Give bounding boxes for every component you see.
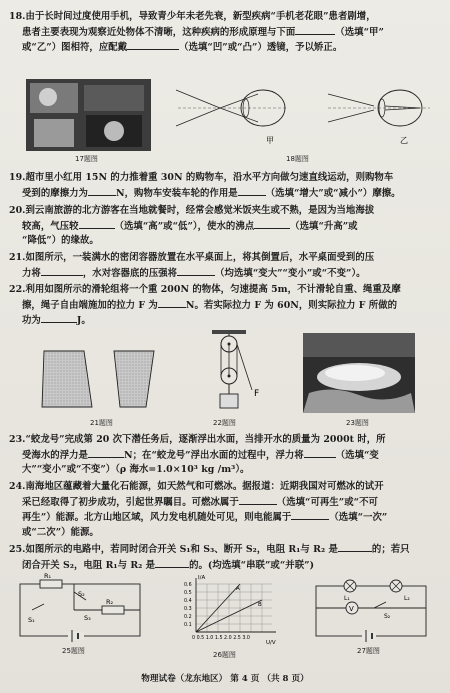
question-text: 擦，绳子自由端施加的拉力 F 为 [22, 299, 158, 311]
y-tick: 0.1 [184, 623, 192, 628]
question-text: 由于长时间过度使用手机，导致青少年未老先衰，新型疾病“手机老花眼”患者剧增， [25, 11, 376, 22]
question-text: 受到的摩擦力为 [22, 187, 88, 199]
figure-22-caption: 22题图 [213, 419, 236, 427]
question-21 [9, 251, 441, 281]
question-text: ，水对容器底的压强将 [82, 267, 178, 279]
figure-23-photo [303, 333, 415, 413]
label-l1: L₁ [344, 595, 350, 602]
force-label: F [254, 389, 260, 399]
question-text: 采已经取得了初步成功，引起世界瞩目。可燃冰属于 [22, 496, 239, 508]
graph-label-a: A [236, 586, 240, 592]
y-tick: 0.6 [184, 583, 192, 588]
question-22 [9, 283, 441, 329]
figure-22-pulley [202, 330, 272, 416]
question-text: 再生”）能源。北方山地区域，风力发电机随处可见，则电能属于 [22, 512, 292, 523]
answer-blank[interactable] [291, 510, 329, 520]
question-number: 19. [9, 172, 26, 183]
question-number: 23. [9, 434, 26, 445]
graph-ylabel: I/A [198, 575, 206, 581]
question-text: （选填“一次” [329, 512, 388, 523]
label-jia: 甲 [266, 136, 274, 145]
question-text: 功为 [22, 315, 41, 326]
question-text: （选填“升高”或 [290, 220, 358, 232]
question-text: N，购物车安装车轮的作用是 [115, 187, 238, 199]
question-number: 18. [9, 11, 26, 22]
question-text: 或“二次”）能源。 [22, 526, 99, 538]
question-text: N；在“蛟龙号”浮出水面的过程中，浮力将 [123, 449, 304, 461]
label-s3: S₃ [84, 614, 91, 622]
question-text: （选填“甲” [335, 26, 384, 38]
figure-17-photo [26, 79, 151, 151]
answer-blank[interactable] [158, 298, 186, 308]
answer-blank[interactable] [338, 542, 372, 552]
label-s1: S₁ [28, 616, 35, 624]
question-text: 的；若只 [371, 544, 410, 555]
label-r1: R₁ [44, 572, 52, 580]
answer-blank[interactable] [177, 266, 215, 276]
question-text: 的。(均选填“串联”或“并联”) [189, 559, 315, 571]
question-text: 超市里小红用 15N 的力推着重 30N 的购物车，沿水平方向做匀速直线运动，则购物车 [25, 172, 394, 183]
figure-17-caption: 17题图 [75, 155, 98, 163]
answer-blank[interactable] [295, 25, 335, 35]
label-r2: R₂ [106, 598, 114, 606]
question-text: （选填“高”或“低”），使水的沸点 [114, 220, 255, 232]
label-s2: S₂ [78, 590, 85, 598]
question-text: （选填“增大”或“减小”）摩擦。 [265, 187, 401, 199]
figure-18-eye-diagrams [168, 80, 438, 152]
question-number: 25. [9, 544, 26, 555]
question-20 [9, 204, 441, 249]
answer-blank[interactable] [254, 219, 290, 229]
page-footer: 物理试卷（龙东地区） 第 4 页 （共 8 页） [141, 674, 309, 684]
graph-xticks: 0 0.5 1.0 1.5 2.0 2.5 3.0 [192, 636, 250, 641]
question-number: 24. [9, 481, 26, 492]
figure-21-containers [42, 343, 162, 415]
graph-xlabel: U/V [266, 640, 276, 646]
answer-blank[interactable] [238, 186, 266, 196]
figure-25-circuit [14, 572, 146, 646]
question-text: （选填“可再生”或“不可 [276, 496, 378, 508]
question-text: J。 [76, 315, 91, 326]
question-text: 力将 [22, 267, 41, 279]
question-number: 22. [9, 284, 26, 295]
question-text: 患者主要表现为观察近处物体不清晰，这种疾病的形成原理与下面 [22, 26, 296, 38]
question-number: 20. [9, 205, 26, 216]
question-text: 较高，气压较 [22, 220, 79, 232]
figure-27-caption: 27题图 [357, 647, 380, 655]
answer-blank[interactable] [155, 558, 189, 568]
figure-23-caption: 23题图 [346, 419, 369, 427]
question-text: （选填“凹”或“凸”）透镜，予以矫正。 [179, 42, 343, 53]
label-s: S₂ [384, 613, 391, 620]
question-19 [9, 171, 441, 201]
question-text: 南海地区蕴藏着大量化石能源，如天然气和可燃冰。据报道：近期我国对可燃冰的试开 [25, 481, 384, 492]
answer-blank[interactable] [41, 266, 83, 276]
question-23 [9, 433, 441, 478]
question-25 [9, 542, 441, 573]
graph-yticks [184, 582, 192, 628]
question-text: “蛟龙号”完成第 20 次下潜任务后，逐渐浮出水面，当排开水的质量为 2000t 时，所 [25, 434, 386, 445]
figure-27-circuit [310, 578, 432, 646]
question-text: 受海水的浮力是 [22, 449, 88, 461]
question-24 [9, 480, 441, 540]
answer-blank[interactable] [304, 448, 336, 458]
graph-label-b: B [258, 602, 262, 608]
answer-blank[interactable] [88, 186, 116, 196]
question-text: （均选填“变大”“变小”或“不变”）。 [215, 267, 366, 279]
figure-26-caption: 26题图 [213, 651, 236, 659]
question-18 [9, 10, 441, 56]
answer-blank[interactable] [127, 40, 179, 50]
question-text: （选填“变 [335, 449, 379, 461]
answer-blank[interactable] [239, 495, 277, 505]
question-text: 或“乙”）图相符，应配戴 [22, 42, 128, 53]
figure-26-graph [176, 574, 280, 648]
answer-blank[interactable] [79, 219, 115, 229]
y-tick: 0.4 [184, 599, 192, 604]
question-text: 如图所示的电路中，若同时闭合开关 S₁和 S₃、断开 S₂，电阻 R₁与 R₂ 是 [25, 544, 338, 555]
y-tick: 0.3 [184, 607, 192, 612]
y-tick: 0.2 [184, 615, 192, 620]
question-text: 大”“变小”或“不变”）（ρ 海水=1.0×10³ kg /m³）。 [22, 464, 250, 475]
figure-25-caption: 25题图 [62, 647, 85, 655]
question-text: 到云南旅游的北方游客在当地就餐时，经常会感觉米饭夹生或不熟，是因为当地海拔 [25, 205, 375, 216]
figure-18-caption: 18题图 [286, 155, 309, 163]
question-text: 利用如图所示的滑轮组将一个重 200N 的物体，匀速提高 5m，不计滑轮自重、绳重及摩 [25, 284, 401, 295]
label-l2: L₂ [404, 595, 410, 602]
label-yi: 乙 [400, 136, 408, 145]
y-tick: 0.5 [184, 591, 192, 596]
question-number: 21. [9, 252, 26, 263]
question-text: 闭合开关 S₂，电阻 R₁与 R₂ 是 [22, 559, 156, 571]
voltmeter-label: V [349, 605, 354, 613]
answer-blank[interactable] [88, 448, 124, 458]
question-text: “降低”）的缘故。 [22, 235, 99, 246]
question-text: 如图所示，一装满水的密闭容器放置在水平桌面上，将其倒置后，水平桌面受到的压 [25, 252, 375, 263]
figure-21-caption: 21题图 [90, 419, 113, 427]
answer-blank[interactable] [41, 313, 77, 323]
question-text: N。若实际拉力 F 为 60N，则实际拉力 F 所做的 [185, 299, 398, 311]
